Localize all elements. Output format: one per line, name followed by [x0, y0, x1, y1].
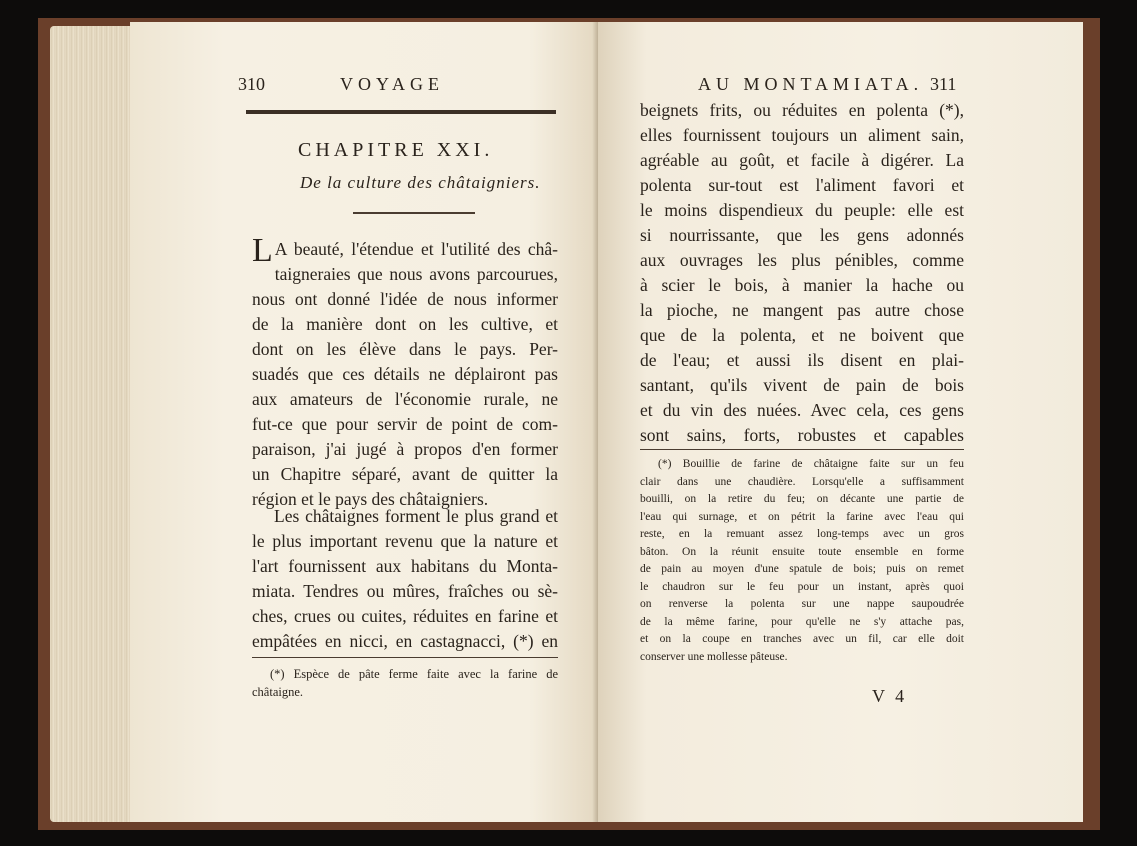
right-footnote-line: de la même farine, pour qu'elle ne s'y attache pas,: [640, 615, 964, 628]
left-paragraph-2: [252, 504, 558, 654]
left-p1-line: paraison, j'ai jugé à propos d'en former: [252, 439, 558, 459]
page-edges: [50, 26, 140, 822]
header-ornament-rule: [246, 110, 556, 114]
right-body-line: agréable au goût, et facile à digérer. La: [640, 150, 964, 170]
left-footnote: [252, 665, 558, 701]
right-footnote-line: (*) Bouillie de farine de châtaigne faite sur un feu: [658, 458, 964, 470]
right-footnote-rule: [640, 449, 964, 450]
left-p1-line: dont on les élève dans le pays. Per-: [252, 339, 558, 359]
right-body-line: santant, qu'ils vivent de pain de bois: [640, 375, 964, 395]
left-p2-line: ches, crues ou cuites, réduites en farine et: [252, 606, 558, 626]
right-footnote-line: et on la coupe en tranches avec un fil, car elle doit: [640, 633, 964, 645]
right-footnote-line: bâton. On la réunit ensuite toute ensemble en forme: [640, 545, 964, 558]
left-p2-line: Les châtaignes forment le plus grand et: [274, 506, 558, 526]
signature-mark: V 4: [872, 686, 908, 706]
left-running-head: VOYAGE: [340, 74, 444, 94]
right-footnote-line: conserver une mollesse pâteuse.: [640, 650, 788, 663]
right-footnote: [640, 456, 964, 666]
drop-cap: L: [252, 232, 273, 269]
right-footnote-line: reste, en la remuant assez long-temps avec un gros: [640, 528, 964, 540]
left-p1-line: A beauté, l'étendue et l'utilité des châ-: [274, 239, 558, 259]
left-p2-line: empâtées en nicci, en castagnacci, (*) en: [252, 631, 558, 651]
right-footnote-line: l'eau qui surnage, et on pétrit la farine avec l'eau qui: [640, 510, 964, 523]
left-p1-line: nous ont donné l'idée de nous informer: [252, 289, 558, 309]
right-body-line: si nourrissante, que les gens adonnés: [640, 225, 964, 245]
chapter-title: CHAPITRE XXI.: [298, 139, 494, 161]
right-body-line: elles fournissent toujours un aliment sain,: [640, 125, 964, 145]
right-body-line: et du vin des nuées. Avec cela, ces gens: [640, 400, 964, 420]
left-p2-line: le plus important revenu que la nature et: [252, 531, 558, 551]
section-rule: [353, 212, 475, 214]
left-page-number: 310: [238, 74, 265, 94]
left-p1-line: aux amateurs de l'économie rurale, ne: [252, 389, 558, 409]
right-running-head: AU MONTAMIATA.: [698, 74, 924, 94]
right-body-line: que de la polenta, et ne boivent que: [640, 325, 964, 345]
footnote-rule: [252, 657, 558, 658]
right-body-line: sont sains, forts, robustes et capables: [640, 425, 964, 445]
left-p1-line: de la manière dont on les cultive, et: [252, 314, 558, 334]
right-page-number: 311: [930, 74, 957, 94]
left-p2-line: l'art fournissent aux habitans du Monta-: [252, 556, 558, 576]
right-footnote-line: le chaudron sur le feu pour un instant, après quoi: [640, 580, 964, 593]
right-footnote-line: de pain au moyen d'une spatule de bois; puis on remet: [640, 563, 964, 575]
left-p1-line: région et le pays des châtaigniers.: [252, 489, 489, 509]
right-body-line: aux ouvrages les plus pénibles, comme: [640, 250, 964, 270]
right-body-line: le moins dispendieux du peuple: elle est: [640, 200, 964, 220]
left-p1-line: suadés que ces détails ne déplairont pas: [252, 364, 558, 384]
right-footnote-line: bouilli, on la retire du feu; on décante une partie de: [640, 493, 964, 505]
right-body-line: beignets frits, ou réduites en polenta (*),: [640, 100, 964, 120]
right-footnote-line: on renverse la polenta sur une nappe saupoudrée: [640, 598, 964, 610]
right-footnote-line: clair dans une chaudière. Lorsqu'elle a suffisamment: [640, 475, 964, 488]
right-body-line: à scier le bois, à manier la hache ou: [640, 275, 964, 295]
right-body-text: [640, 98, 964, 448]
left-p1-line: taigneraies que nous avons parcourues,: [274, 264, 558, 284]
left-footnote-line: (*) Espèce de pâte ferme faite avec la farine de: [270, 667, 558, 681]
right-body-line: polenta sur-tout est l'aliment favori et: [640, 175, 964, 195]
right-body-line: la pioche, ne mangent pas autre chose: [640, 300, 964, 320]
chapter-subtitle: De la culture des châtaigniers.: [300, 173, 541, 192]
left-p1-line: fut-ce que pour servir de point de com-: [252, 414, 558, 434]
left-footnote-line: châtaigne.: [252, 685, 304, 699]
left-p2-line: miata. Tendres ou mûres, fraîches ou sè-: [252, 581, 558, 601]
right-body-line: de l'eau; et aussi ils disent en plai-: [640, 350, 964, 370]
left-paragraph-1: [252, 232, 558, 512]
left-p1-line: un Chapitre séparé, avant de quitter la: [252, 464, 558, 484]
